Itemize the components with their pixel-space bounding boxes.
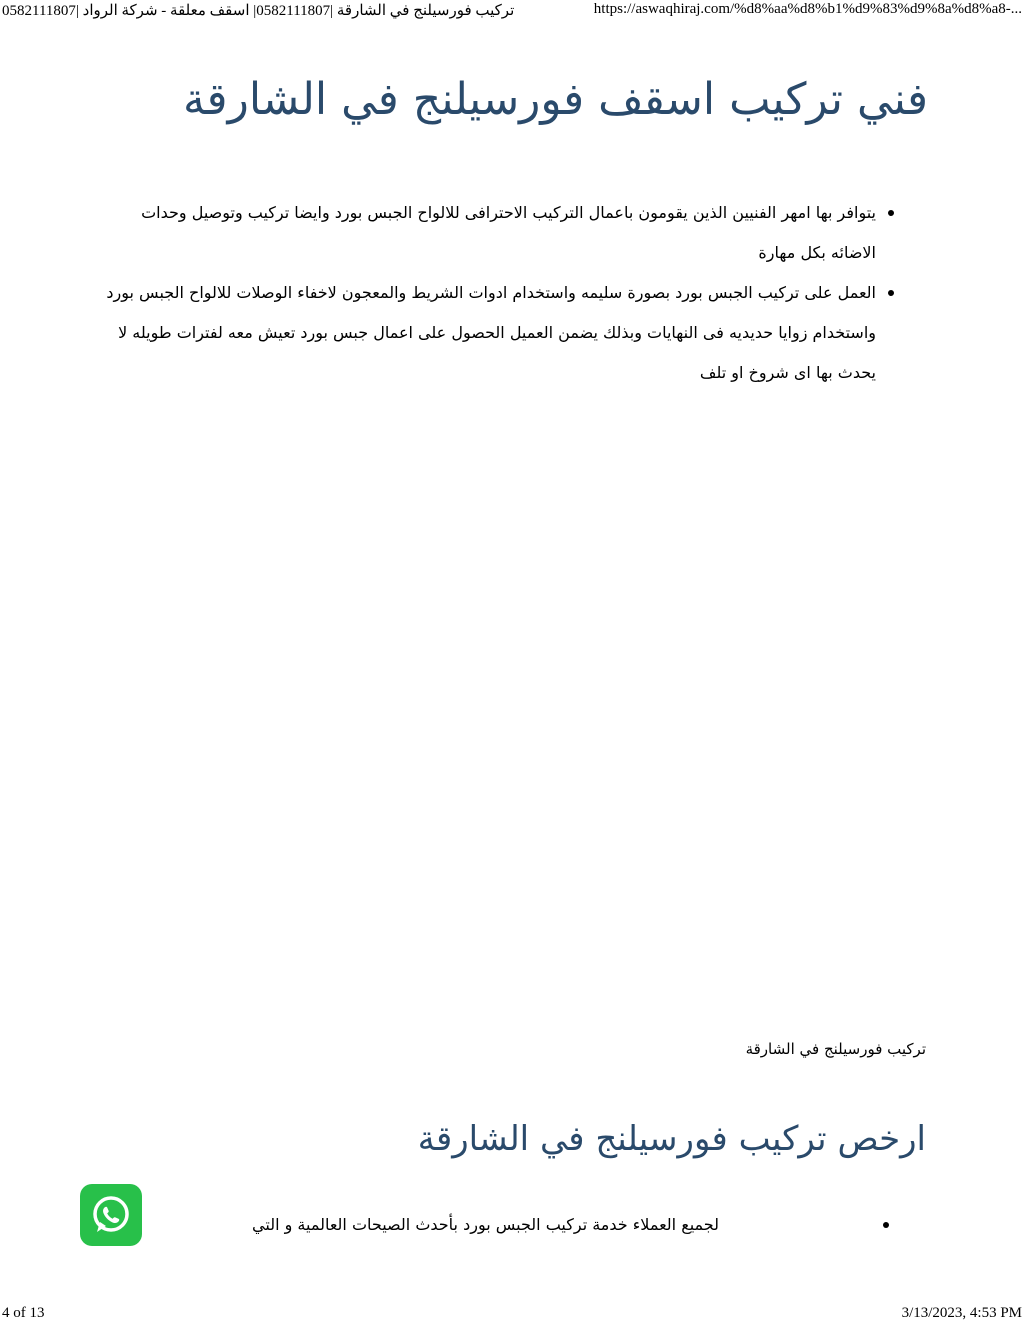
print-page-title: تركيب فورسيلنج في الشارقة |0582111807| اسقف معلقة - شركة الرواد |0582111807 bbox=[2, 3, 515, 19]
services-list bbox=[249, 1205, 719, 1245]
list-item: يتوافر بها امهر الفنيين الذين يقومون باعمال التركيب الاحترافى للالواح الجبس بورد وايضا تركيب وتوصيل وحدات الاضائه بكل مهارة bbox=[106, 193, 876, 273]
image-caption: تركيب فورسيلنج في الشارقة bbox=[745, 1040, 926, 1058]
page-counter: 4 of 13 bbox=[2, 1305, 45, 1321]
whatsapp-button[interactable] bbox=[80, 1184, 142, 1246]
list-item: العمل على تركيب الجبس بورد بصورة سليمه واستخدام ادوات الشريط والمعجون لاخفاء الوصلات للالواح الجبس بورد واستخدام زوايا حديديه فى النهايات وبذلك يضمن العميل الحصول على اعمال جبس بورد تعيش معه لفترات طويله لا يحدث بها اى شروخ او تلف bbox=[106, 273, 876, 393]
list-item: لجميع العملاء خدمة تركيب الجبس بورد بأحدث الصيحات العالمية و التي bbox=[249, 1205, 719, 1245]
print-url[interactable]: https://aswaqhiraj.com/%d8%aa%d8%b1%d9%83%d9%8a%d8%a8-... bbox=[593, 1, 1022, 17]
print-datetime: 3/13/2023, 4:53 PM bbox=[901, 1305, 1022, 1321]
features-list bbox=[106, 193, 876, 393]
heading-installation-technician: فني تركيب اسقف فورسيلنج في الشارقة bbox=[182, 74, 928, 125]
whatsapp-icon bbox=[88, 1192, 134, 1238]
heading-cheapest-installation: ارخص تركيب فورسيلنج في الشارقة bbox=[417, 1119, 926, 1159]
